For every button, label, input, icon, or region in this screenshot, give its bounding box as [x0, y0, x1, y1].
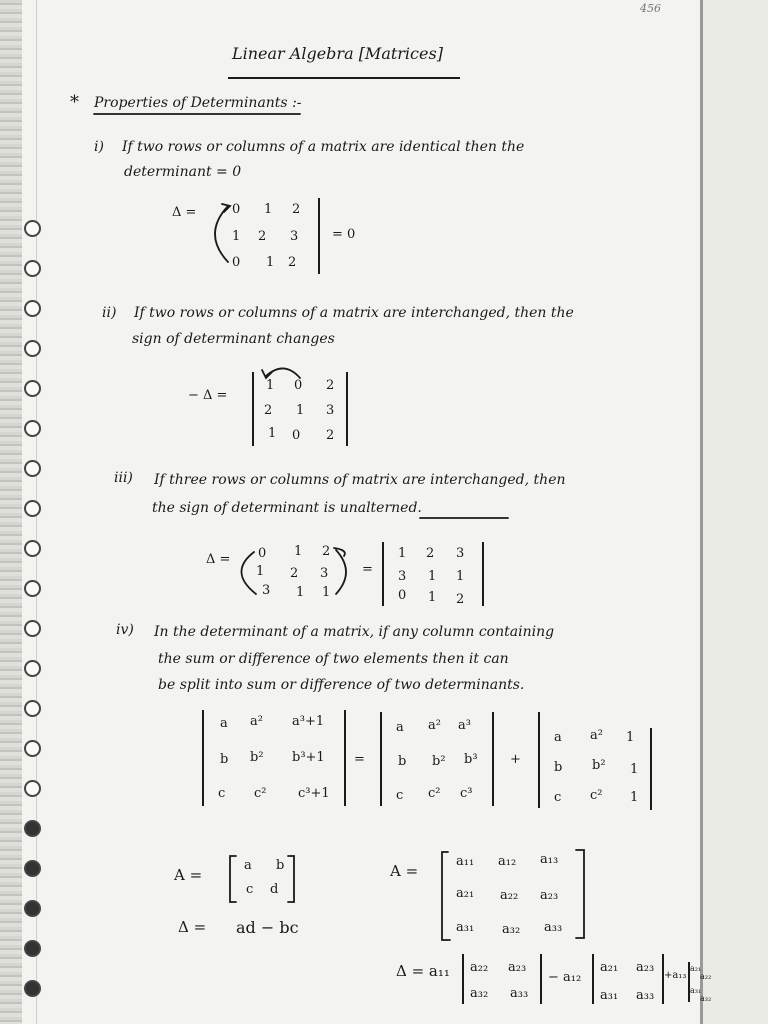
equals-sign: = — [354, 752, 365, 767]
det-cell: 0 — [292, 428, 301, 443]
det-cell: a³ — [458, 718, 471, 733]
item-text-line: be split into sum or difference of two determinants. — [158, 677, 525, 693]
det-cell: 2 — [258, 229, 267, 244]
matrix-bracket — [576, 850, 584, 938]
bullet-star: * — [70, 92, 79, 113]
matrix-cell: c — [246, 882, 254, 897]
page-title: Linear Algebra [Matrices] — [232, 44, 443, 63]
det-cell: c³ — [460, 786, 473, 801]
det-cell: c³+1 — [298, 786, 330, 801]
item-marker: iii) — [114, 470, 133, 486]
matrix-cell: a₁₃ — [540, 852, 559, 867]
matrix-cell: a₂₃ — [540, 888, 559, 903]
det-cell: 1 — [626, 730, 635, 745]
matrix-cell: b — [276, 858, 285, 873]
det-cell: 1 — [296, 403, 305, 418]
det-cell: 1 — [264, 202, 273, 217]
det-cell: 1 — [294, 544, 303, 559]
det-result: = 0 — [332, 227, 356, 242]
det-cell: c² — [590, 788, 603, 803]
det-cell: c — [218, 786, 226, 801]
expansion-term: − a₁₂ — [548, 970, 582, 985]
det-cell: 1 — [630, 762, 639, 777]
minor-cell: a₂₂ — [700, 972, 712, 981]
det-cell: 3 — [326, 403, 335, 418]
matrix-lhs: A = — [174, 866, 203, 884]
item-text-line: sign of determinant changes — [132, 331, 335, 347]
plus-sign: + — [510, 752, 521, 767]
det-cell: 1 — [322, 585, 331, 600]
item-marker: ii) — [102, 305, 117, 321]
matrix-bracket — [230, 856, 236, 902]
minor-cell: a₃₂ — [470, 986, 489, 1001]
det-cell: 2 — [290, 566, 299, 581]
det-cell: 2 — [264, 403, 273, 418]
det-cell: 2 — [322, 544, 331, 559]
minor-cell: a₃₂ — [700, 994, 712, 1003]
minor-cell: a₃₃ — [636, 988, 655, 1003]
matrix-cell: a₁₁ — [456, 854, 475, 869]
det-cell: 1 — [232, 229, 241, 244]
item-marker: i) — [94, 139, 104, 155]
item-text-line: If two rows or columns of a matrix are identical then the — [122, 139, 525, 155]
det-cell: 1 — [428, 590, 437, 605]
item-text-line: determinant = 0 — [124, 164, 242, 180]
det-cell: a³+1 — [292, 714, 325, 729]
det-cell: b³ — [464, 752, 478, 767]
det-cell: 0 — [258, 546, 267, 561]
minor-cell: a₂₃ — [508, 960, 527, 975]
det-cell: 1 — [630, 790, 639, 805]
det-cell: 1 — [456, 569, 465, 584]
item-text-line: If three rows or columns of matrix are interchanged, then — [154, 472, 566, 488]
det-cell: 2 — [456, 592, 465, 607]
minor-cell: a₃₁ — [600, 988, 619, 1003]
det-cell: 1 — [256, 564, 265, 579]
det-cell: b — [398, 754, 407, 769]
det-cell: 1 — [428, 569, 437, 584]
det-cell: 0 — [232, 255, 241, 270]
det-lhs: Δ = — [206, 552, 231, 567]
det-cell: 1 — [266, 378, 275, 393]
det-cell: 2 — [326, 378, 335, 393]
det-cell: a — [554, 730, 562, 745]
matrix-cell: a₃₁ — [456, 920, 475, 935]
matrix-cell: d — [270, 882, 279, 897]
det-cell: 0 — [232, 202, 241, 217]
det-cell: 1 — [398, 546, 407, 561]
item-text-line: If two rows or columns of a matrix are interchanged, then the — [134, 305, 574, 321]
section-heading: Properties of Determinants :- — [94, 95, 302, 111]
matrix-cell: a₁₂ — [498, 854, 517, 869]
matrix-cell: a₂₂ — [500, 888, 519, 903]
matrix-bracket — [442, 852, 450, 940]
det-cell: 1 — [266, 255, 275, 270]
det-cell: b² — [432, 754, 446, 769]
det-cell: 2 — [426, 546, 435, 561]
det-cell: c² — [428, 786, 441, 801]
minor-cell: a₃₃ — [510, 986, 529, 1001]
det-cell: b² — [592, 758, 606, 773]
matrix-cell: a₃₃ — [544, 920, 563, 935]
det-cell: b — [220, 752, 229, 767]
det-cell: c² — [254, 786, 267, 801]
det-cell: c — [396, 788, 404, 803]
det-cell: a² — [590, 728, 603, 743]
det-cell: 2 — [326, 428, 335, 443]
det-lhs: − Δ = — [188, 388, 228, 403]
det-cell: b³+1 — [292, 750, 325, 765]
det-cell: 2 — [292, 202, 301, 217]
minor-cell: a₂₁ — [600, 960, 619, 975]
swap-arrow — [215, 206, 228, 262]
matrix-cell: a₃₂ — [502, 922, 521, 937]
det-cell: a — [220, 716, 228, 731]
det-cell: 3 — [456, 546, 465, 561]
det-lhs: Δ = — [172, 205, 197, 220]
det-cell: 1 — [296, 585, 305, 600]
matrix-lhs: A = — [390, 862, 419, 880]
det-cell: 1 — [268, 426, 277, 441]
det-cell: a² — [250, 714, 263, 729]
det-cell: c — [554, 790, 562, 805]
matrix-bracket — [288, 856, 294, 902]
minor-cell: a₂₃ — [636, 960, 655, 975]
item-text-line: In the determinant of a matrix, if any column containing — [154, 624, 555, 640]
item-text-line: the sign of determinant is unalterned. — [152, 500, 422, 516]
det-cell: 3 — [290, 229, 299, 244]
det-cell: 0 — [294, 378, 303, 393]
minor-cell: a₂₁ — [690, 964, 702, 973]
matrix-cell: a — [244, 858, 252, 873]
det-cell: b — [554, 760, 563, 775]
det-cell: b² — [250, 750, 264, 765]
equals-sign: = — [362, 562, 373, 577]
page-number: 456 — [640, 2, 661, 15]
det-cell: 3 — [262, 583, 271, 598]
det-lhs: Δ = — [178, 918, 207, 936]
minor-cell: a₂₂ — [470, 960, 489, 975]
det-value: ad − bc — [236, 918, 299, 937]
item-marker: iv) — [116, 622, 134, 638]
item-text-line: the sum or difference of two elements then it can — [158, 651, 509, 667]
swap-arrow — [241, 552, 256, 594]
matrix-cell: a₂₁ — [456, 886, 475, 901]
det-cell: 3 — [398, 569, 407, 584]
det-cell: 3 — [320, 566, 329, 581]
expansion-term: +a₁₃ — [664, 970, 687, 981]
minor-cell: a₃₁ — [690, 986, 702, 995]
det-cell: 2 — [288, 255, 297, 270]
det-cell: a — [396, 720, 404, 735]
det-cell: 0 — [398, 588, 407, 603]
det-cell: a² — [428, 718, 441, 733]
expansion-lhs: Δ = a₁₁ — [396, 962, 450, 980]
